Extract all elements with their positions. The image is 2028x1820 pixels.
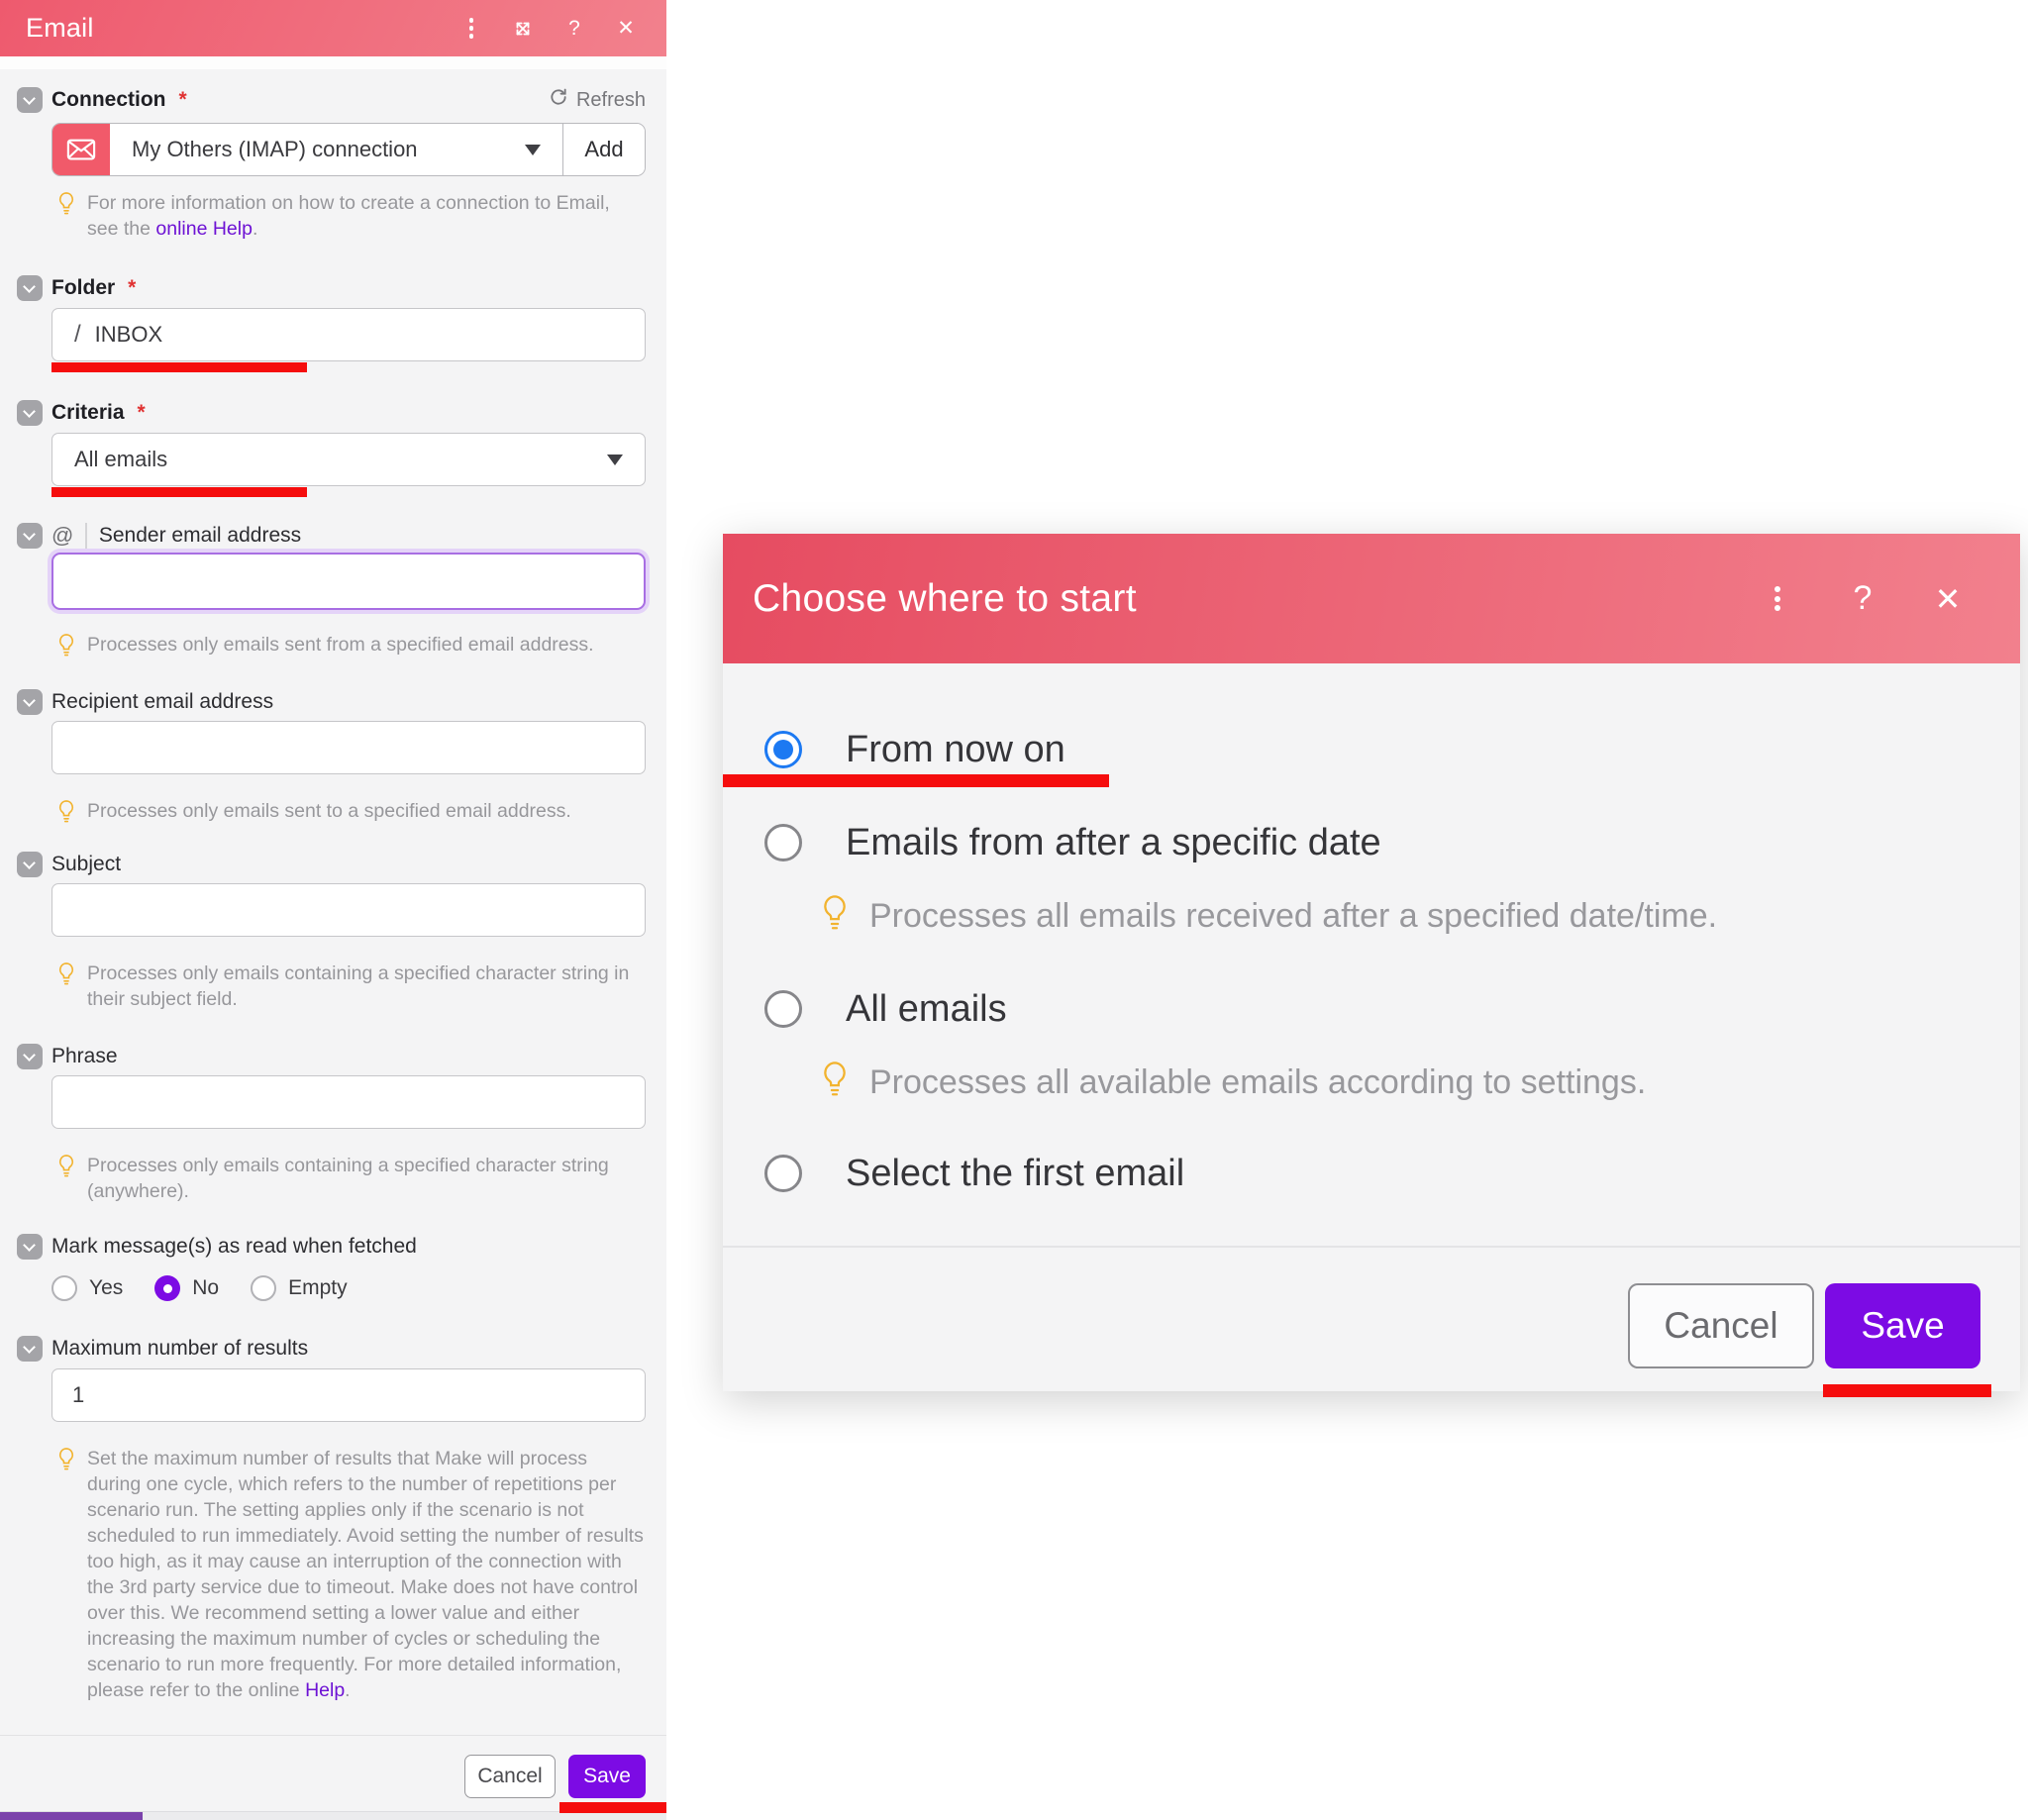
module-footer: [0, 1751, 666, 1802]
refresh-label: Refresh: [575, 88, 646, 111]
header-separator: [0, 56, 666, 69]
radio-option-no[interactable]: No: [154, 1275, 219, 1301]
scrollbar-thumb[interactable]: [0, 1812, 143, 1820]
max-results-label-row: [17, 1334, 308, 1364]
choose-where-to-start-dialog: [723, 534, 2020, 1391]
folder-path-slash: /: [74, 321, 81, 348]
lightbulb-icon: [55, 799, 77, 830]
lightbulb-icon: [818, 893, 852, 940]
expand-icon[interactable]: [512, 18, 534, 40]
criteria-value: All emails: [74, 447, 168, 471]
dialog-header-icons: [1761, 579, 1965, 617]
collapse-toggle-subject[interactable]: [17, 852, 43, 877]
connection-combo: [51, 123, 646, 176]
at-sign-icon: @: [51, 523, 74, 548]
envelope-icon: [66, 138, 96, 161]
email-module-panel: [0, 0, 666, 1820]
phrase-label: Phrase: [51, 1045, 118, 1067]
required-asterisk: *: [178, 88, 187, 111]
phrase-input[interactable]: [51, 1075, 646, 1129]
sender-input[interactable]: [51, 553, 646, 610]
radio-icon-selected: [764, 731, 802, 768]
recipient-label: Recipient email address: [51, 690, 274, 713]
radio-option-yes[interactable]: Yes: [51, 1275, 123, 1301]
dialog-save-button[interactable]: Save: [1825, 1283, 1980, 1368]
recipient-help: [55, 798, 646, 830]
subject-label: Subject: [51, 853, 122, 875]
radio-option-empty[interactable]: Empty: [251, 1275, 348, 1301]
criteria-label-row: Criteria *: [17, 398, 146, 428]
lightbulb-icon: [55, 633, 77, 663]
subject-input[interactable]: [51, 883, 646, 937]
sender-help: [55, 632, 646, 663]
option-all-emails[interactable]: All emails: [764, 985, 1007, 1033]
folder-field[interactable]: [51, 308, 646, 361]
annotation-underline-dialog-save: [1823, 1384, 1991, 1397]
connection-label: Connection: [51, 88, 166, 111]
option-emails-after-date-help: [818, 892, 1717, 940]
dialog-header: [723, 534, 2020, 663]
radio-icon: [764, 990, 802, 1028]
online-help-link[interactable]: online Help: [155, 218, 253, 240]
radio-icon: [251, 1275, 276, 1301]
divider: [85, 523, 87, 549]
collapse-toggle-phrase[interactable]: [17, 1044, 43, 1069]
annotation-underline-from-now-on: [723, 774, 1109, 787]
dialog-title: Choose where to start: [753, 576, 1137, 620]
max-results-help: Set the maximum number of results that Make will process during one cycle, which refers to the number of repetitions per scenario run. The setting applies only if the scenario is not scheduled to run immediately. Avoid setting the number of results too high, as it may cause an interruption of the connection with the 3rd party service due to timeout. Make does not have control over this. We recommend setting a lower value and either increasing the maximum number of cycles or scheduling the scenario to run more frequently. For more detailed information, please refer to the online Help.: [55, 1446, 646, 1703]
option-emails-after-date[interactable]: Emails from after a specific date: [764, 819, 1381, 866]
help-icon[interactable]: ?: [1853, 579, 1873, 617]
max-results-input[interactable]: [51, 1368, 646, 1422]
sender-label-row: [17, 521, 301, 551]
cancel-button[interactable]: Cancel: [464, 1755, 556, 1798]
refresh-icon: [549, 87, 568, 113]
criteria-label: Criteria: [51, 401, 125, 424]
folder-value: INBOX: [94, 322, 163, 347]
close-icon[interactable]: ✕: [1934, 580, 1962, 617]
sender-help-text: Processes only emails sent from a specified email address.: [87, 634, 594, 656]
lightbulb-icon: [818, 1060, 852, 1106]
help-link[interactable]: Help: [305, 1679, 346, 1701]
connection-help: For more information on how to create a connection to Email, see the online Help.: [55, 190, 646, 242]
mark-read-label-row: [17, 1232, 417, 1262]
max-results-label: Maximum number of results: [51, 1337, 309, 1360]
dialog-footer-divider: [723, 1246, 2020, 1248]
close-icon[interactable]: ✕: [617, 17, 635, 40]
kebab-menu-icon[interactable]: [1761, 582, 1794, 616]
option-select-first-email[interactable]: Select the first email: [764, 1150, 1184, 1197]
mark-read-label: Mark message(s) as read when fetched: [51, 1235, 417, 1258]
add-connection-button[interactable]: Add: [562, 124, 645, 175]
footer-divider: [0, 1735, 666, 1736]
option-from-now-on[interactable]: From now on: [764, 726, 1065, 773]
annotation-underline-folder: [51, 362, 307, 372]
max-results-help-text: Set the maximum number of results that Make will process during one cycle, which refers to the number of repetitions per scenario run. The setting applies only if the scenario is not scheduled to run immediately. Avoid setting the number of results too high, as it may cause an interruption of the connection with the 3rd party service due to timeout. Make does not have control over this. We recommend setting a lower value and either increasing the maximum number of cycles or scheduling the scenario to run more frequently. For more detailed information, please refer to the online: [87, 1448, 644, 1701]
sender-label: Sender email address: [98, 524, 302, 547]
subject-label-row: [17, 850, 121, 879]
connection-help-text: For more information on how to create a connection to Email, see the: [87, 192, 610, 240]
collapse-toggle-max-results[interactable]: [17, 1336, 43, 1362]
radio-icon: [764, 1155, 802, 1192]
refresh-button[interactable]: [549, 85, 646, 115]
module-header: [0, 0, 666, 56]
help-text: Processes all emails received after a specified date/time.: [869, 896, 1718, 935]
radio-icon: [764, 824, 802, 861]
connection-label-row: [17, 85, 187, 115]
chevron-down-icon: [525, 145, 541, 155]
radio-icon-selected: [154, 1275, 180, 1301]
lightbulb-icon: [55, 1154, 77, 1204]
option-all-emails-help: [818, 1059, 1646, 1106]
recipient-help-text: Processes only emails sent to a specified email address.: [87, 800, 571, 822]
kebab-menu-icon[interactable]: [460, 18, 482, 40]
mark-read-radio-group: [51, 1273, 365, 1303]
lightbulb-icon: [55, 1447, 77, 1703]
folder-label-row: Folder *: [17, 273, 136, 303]
module-title: Email: [26, 13, 94, 43]
phrase-help: [55, 1153, 646, 1204]
criteria-select[interactable]: [51, 433, 646, 486]
lightbulb-icon: [55, 961, 77, 1012]
email-app-badge: [52, 124, 110, 175]
collapse-toggle-criteria[interactable]: [17, 400, 43, 426]
collapse-toggle-sender[interactable]: [17, 523, 43, 549]
chevron-down-icon: [607, 455, 623, 465]
help-text: Processes all available emails according to settings.: [869, 1062, 1647, 1101]
collapse-toggle-connection[interactable]: [17, 87, 43, 113]
recipient-label-row: [17, 687, 273, 717]
collapse-toggle-mark-read[interactable]: [17, 1234, 43, 1260]
save-button[interactable]: Save: [568, 1755, 646, 1798]
subject-help-text: Processes only emails containing a specified character string in their subject field.: [87, 962, 630, 1010]
radio-icon: [51, 1275, 77, 1301]
subject-help: [55, 961, 646, 1012]
recipient-input[interactable]: [51, 721, 646, 774]
connection-value: My Others (IMAP) connection: [132, 137, 418, 161]
collapse-toggle-recipient[interactable]: [17, 689, 43, 715]
folder-label: Folder: [51, 276, 116, 299]
collapse-toggle-folder[interactable]: [17, 275, 43, 301]
dialog-cancel-button[interactable]: Cancel: [1628, 1283, 1814, 1368]
annotation-underline-criteria: [51, 487, 307, 497]
connection-select[interactable]: [110, 124, 562, 175]
phrase-label-row: [17, 1042, 118, 1071]
module-header-icons: [460, 18, 637, 40]
lightbulb-icon: [55, 191, 77, 242]
phrase-help-text: Processes only emails containing a specified character string (anywhere).: [87, 1155, 609, 1202]
help-icon[interactable]: ?: [568, 16, 580, 40]
annotation-underline-save: [559, 1802, 666, 1813]
